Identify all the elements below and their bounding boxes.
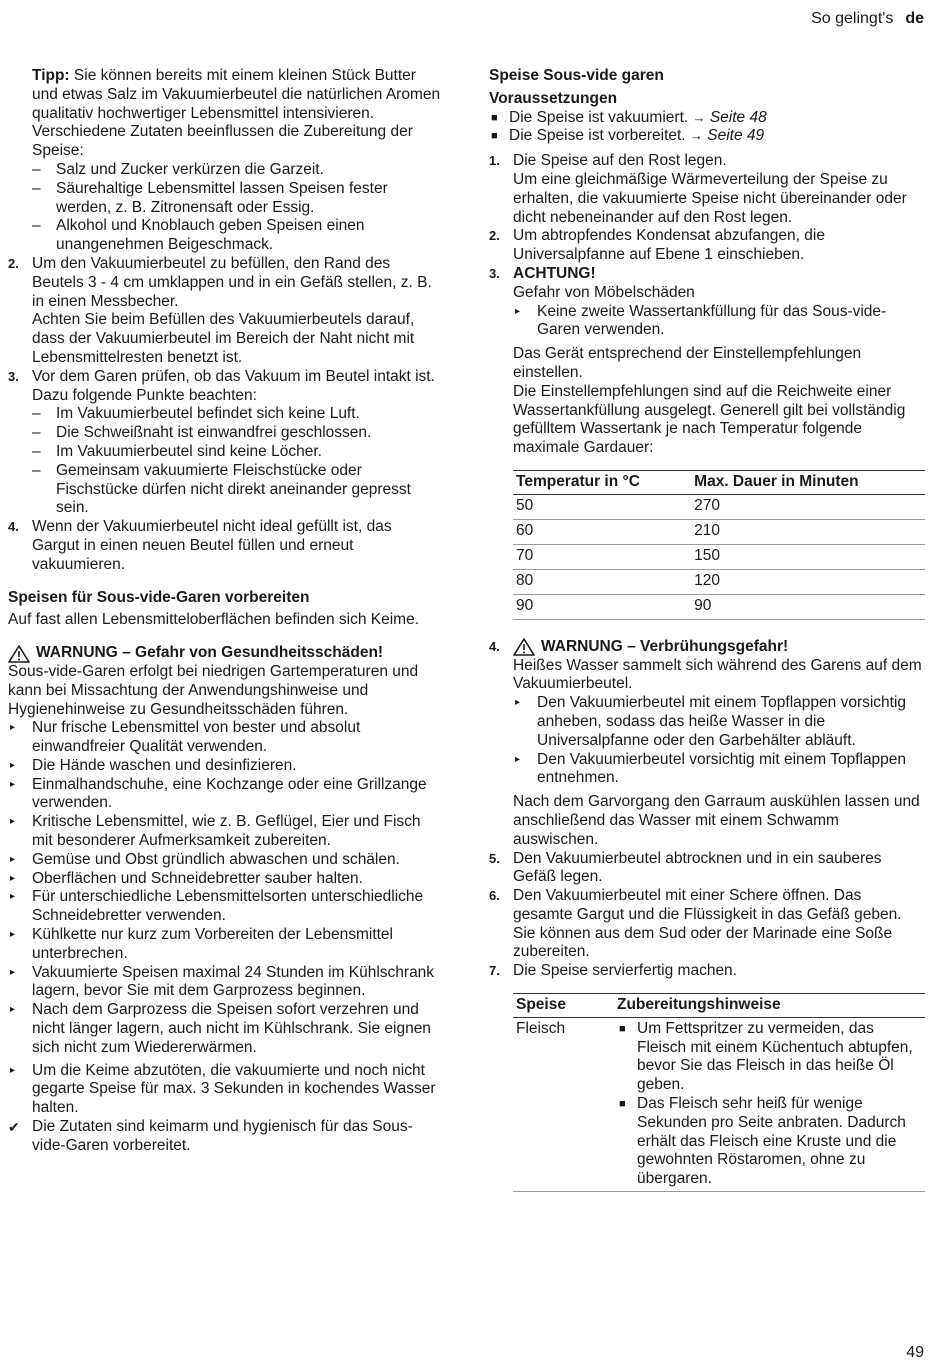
column-header: Zubereitungshinweise [614, 994, 925, 1018]
step-number: 5. [489, 850, 500, 866]
list-item: – Säurehaltige Lebensmittel lassen Speisen fester werden, z. B. Zitronensaft oder Essig. [32, 179, 388, 216]
table-row: 70 150 [513, 544, 925, 569]
list-item: – Salz und Zucker verkürzen die Garzeit. [32, 160, 324, 178]
list-item: ▸ Den Vakuumierbeutel mit einem Topflappen vorsichtig anheben, sodass das heiße Wasser in die Universalpfanne oder den Garbehälter abläuft. [515, 694, 907, 749]
step-text: Vor dem Garen prüfen, ob das Vakuum im Beutel intakt ist. [32, 367, 435, 385]
warning-list [8, 719, 443, 1155]
step-5 [489, 850, 925, 888]
warning-triangle-icon [8, 645, 30, 663]
step-6 [489, 887, 925, 962]
tip-dash-list [8, 161, 443, 255]
right-column [489, 67, 925, 1192]
warning-triangle-icon [513, 638, 535, 656]
list-item: ■ Die Speise ist vakuumiert. → Seite 48 [491, 108, 767, 126]
step-text: Nach dem Garvorgang den Garraum auskühlen lassen und anschließend das Wasser mit einem Schwamm auswischen. [513, 793, 920, 848]
step-number: 3. [489, 265, 500, 281]
requirements-list [489, 109, 925, 147]
list-item: – Im Vakuumierbeutel sind keine Löcher. [32, 442, 322, 460]
table-row: 90 90 [513, 594, 925, 619]
list-item: ▸ Nach dem Garprozess die Speisen sofort verzehren und nicht länger lagern, auch nicht im Kühlschrank. Sie eignen sich nicht zum Wiedererwärmen. [10, 1001, 431, 1056]
warning-text: Sous-vide-Garen erfolgt bei niedrigen Gartemperaturen und kann bei Missachtung der Anwendungshinweise und Hygienehinweise zu Gesundheitsschäden führen. [8, 662, 419, 718]
list-item: ▸ Den Vakuumierbeutel vorsichtig mit einem Topflappen entnehmen. [515, 750, 907, 787]
list-item: ■ Die Speise ist vorbereitet. → Seite 49 [491, 127, 765, 145]
language-code: de [905, 10, 924, 27]
tip-paragraph [32, 67, 443, 123]
table-row: Fleisch ■ Um Fettspritzer zu vermeiden, das Fleisch mit einem Küchentuch abtupfen, bevor Sie das Fleisch in das heiße Öl geben. ■ Das Fleisch sehr heiß für wenige Sekunden pro Seite anbraten. Dadurch erhält das Fleisch eine Kruste und die gewohnten Röstaromen, ohne zu übergaren. [513, 1017, 925, 1191]
step-text: Um den Vakuumierbeutel zu befüllen, den Rand des Beutels 3 - 4 cm umklappen und in ein Gefäß stellen, z. B. in einen Messbecher. [32, 254, 432, 310]
page-reference[interactable]: Seite 48 [709, 108, 767, 126]
hints-table [513, 993, 925, 1192]
step-text: Den Vakuumierbeutel abtrocknen und in ein sauberes Gefäß legen. [513, 849, 882, 886]
list-item: ■ Um Fettspritzer zu vermeiden, das Fleisch mit einem Küchentuch abtupfen, bevor Sie das Fleisch in das heiße Öl geben. [619, 1019, 913, 1094]
section-heading: Speise Sous-vide garen [489, 67, 664, 84]
step-3 [489, 265, 925, 458]
step-number: 1. [489, 153, 500, 169]
list-item: – Alkohol und Knoblauch geben Speisen einen unangenehmen Beigeschmack. [32, 217, 365, 254]
step-7 [489, 962, 925, 981]
step-text: Das Gerät entsprechend der Einstellempfehlungen einstellen. [513, 345, 862, 381]
warning-text: Heißes Wasser sammelt sich während des Garens auf dem Vakuumierbeutel. [513, 656, 922, 693]
warning-heading: WARNUNG – Verbrühungsgefahr! [513, 638, 925, 657]
gardauer-table [513, 470, 925, 620]
list-item: – Im Vakuumierbeutel befindet sich keine Luft. [32, 405, 360, 423]
warning-heading: WARNUNG – Gefahr von Gesundheitsschäden! [8, 644, 443, 663]
step-4 [8, 518, 443, 574]
step-number: 7. [489, 963, 500, 979]
step-text: Achten Sie beim Befüllen des Vakuumierbeutels darauf, dass der Vakuumierbeutel im Bereich der Naht nicht mit Lebensmittelresten benetzt ist. [32, 311, 415, 366]
list-item: ▸ Kritische Lebensmittel, wie z. B. Geflügel, Eier und Fisch mit besonderer Aufmerksamkeit zubereiten. [10, 813, 421, 850]
tip-text: Sie können bereits mit einem kleinen Stück Butter und etwas Salz im Vakuumierbeutel die natürlichen Aromen qualitativ hochwertiger Lebensmittel intensivieren. [32, 67, 441, 122]
section-heading: Speisen für Sous-vide-Garen vorbereiten [8, 588, 310, 606]
step-text: Um eine gleichmäßige Wärmeverteilung der Speise zu erhalten, die vakuumierte Speise nicht übereinander oder dicht nebeneinander auf den Rost legen. [513, 170, 907, 226]
step-text: Sie können aus dem Sud oder der Marinade eine Soße zubereiten. [513, 924, 893, 961]
table-row: 80 120 [513, 569, 925, 594]
list-item: ▸ Einmalhandschuhe, eine Kochzange oder eine Grillzange verwenden. [10, 775, 427, 812]
step-text: Die Speise auf den Rost legen. [513, 152, 727, 170]
step-number: 6. [489, 888, 500, 904]
page-number: 49 [906, 1344, 924, 1362]
step-text: Die Einstellempfehlungen sind auf die Reichweite einer Wassertankfüllung ausgelegt. Generell gilt bei vollständig gefülltem Wassertank je nach Temperatur folgende maximale Gardauer: [513, 382, 906, 457]
notice-title: ACHTUNG! [513, 264, 596, 282]
list-item: – Die Schweißnaht ist einwandfrei geschlossen. [32, 424, 372, 442]
list-item: ■ Das Fleisch sehr heiß für wenige Sekunden pro Seite anbraten. Dadurch erhält das Fleisch eine Kruste und die gewohnten Röstaromen, ohne zu übergaren. [619, 1095, 906, 1188]
step-number: 2. [489, 228, 500, 244]
prep-intro: Auf fast allen Lebensmitteloberflächen befinden sich Keime. [8, 611, 419, 629]
step-3 [8, 368, 443, 406]
tip-label: Tipp: [32, 67, 70, 84]
hints-table-wrap [489, 993, 925, 1192]
step-4 [489, 638, 925, 850]
step-number: 4. [8, 519, 19, 535]
list-item: ▸ Keine zweite Wassertankfüllung für das Sous-vide-Garen verwenden. [515, 302, 887, 339]
step-2 [8, 255, 443, 368]
page-header [811, 10, 924, 29]
column-header: Max. Dauer in Minuten [691, 470, 925, 494]
checkmark-icon: ✔ [8, 1119, 20, 1136]
list-item: ▸ Um die Keime abzutöten, die vakuumierte und noch nicht gegarte Speise für max. 3 Sekunden in kochendes Wasser halten. [10, 1061, 436, 1117]
gardauer-table-wrap [489, 470, 925, 620]
step-text: Um abtropfendes Kondensat abzufangen, die Universalpfanne auf Ebene 1 einschieben. [513, 227, 825, 264]
list-item: ▸ Für unterschiedliche Lebensmittelsorten unterschiedliche Schneidebretter verwenden. [10, 888, 424, 925]
column-header: Speise [513, 994, 614, 1018]
step-number: 4. [489, 638, 500, 654]
list-item: ▸ Nur frische Lebensmittel von bester und absolut einwandfreier Qualität verwenden. [10, 719, 361, 756]
check-dash-list [8, 405, 443, 518]
result-item: ✔ Die Zutaten sind keimarm und hygienisch für das Sous-vide-Garen vorbereitet. [8, 1118, 413, 1154]
arrow-right-icon: → [689, 128, 703, 144]
list-item: ▸ Kühlkette nur kurz zum Vorbereiten der Lebensmittel unterbrechen. [10, 926, 393, 962]
left-column [8, 67, 443, 1156]
tip-block [8, 67, 443, 161]
step-text: Dazu folgende Punkte beachten: [32, 386, 257, 404]
list-item: ▸ Vakuumierte Speisen maximal 24 Stunden im Kühlschrank lagern, bevor Sie mit dem Garprozess beginnen. [10, 963, 435, 1000]
step-number: 2. [8, 255, 19, 271]
section-name: So gelingt's [811, 10, 894, 27]
step-number: 3. [8, 368, 19, 384]
column-header: Temperatur in °C [513, 470, 691, 494]
notice-subtitle: Gefahr von Möbelschäden [513, 283, 695, 301]
step-text: Wenn der Vakuumierbeutel nicht ideal gefüllt ist, das Gargut in einen neuen Beutel füllen und erneut vakuumieren. [32, 518, 392, 573]
list-item: – Gemeinsam vakuumierte Fleischstücke oder Fischstücke dürfen nicht direkt aneinander gepresst sein. [32, 461, 411, 517]
list-item: ▸ Gemüse und Obst gründlich abwaschen und schälen. [10, 850, 400, 868]
requirements-heading: Voraussetzungen [489, 89, 618, 107]
step-2 [489, 227, 925, 265]
step-1 [489, 152, 925, 227]
table-header-row [513, 470, 925, 494]
list-item: ▸ Die Hände waschen und desinfizieren. [10, 756, 297, 774]
step-text: Den Vakuumierbeutel mit einer Schere öffnen. Das gesamte Gargut und die Flüssigkeit in das Gefäß geben. [513, 887, 902, 923]
table-row: 60 210 [513, 519, 925, 544]
table-row: 50 270 [513, 494, 925, 519]
step-text: Die Speise servierfertig machen. [513, 962, 737, 980]
table-header-row [513, 994, 925, 1018]
tip-text-2: Verschiedene Zutaten beeinflussen die Zubereitung der Speise: [32, 123, 413, 160]
arrow-right-icon: → [692, 109, 706, 125]
list-item: ▸ Oberflächen und Schneidebretter sauber halten. [10, 869, 363, 887]
page-reference[interactable]: Seite 49 [707, 127, 765, 145]
